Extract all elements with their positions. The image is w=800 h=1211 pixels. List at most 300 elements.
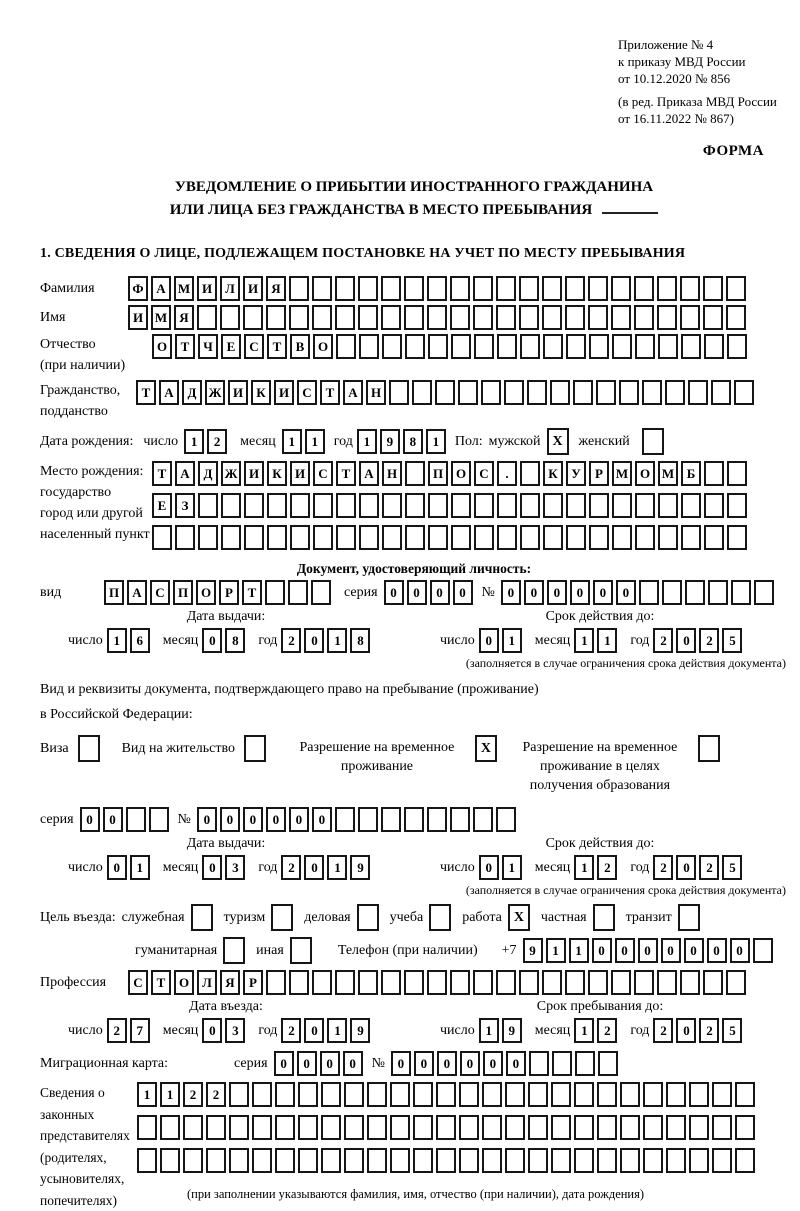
char-box[interactable] (221, 525, 241, 550)
char-box[interactable]: П (104, 580, 124, 605)
char-box[interactable] (459, 1148, 479, 1173)
char-box[interactable]: М (174, 276, 194, 301)
char-box[interactable]: 0 (524, 580, 544, 605)
char-box[interactable] (413, 1082, 433, 1107)
char-box[interactable]: Н (382, 461, 402, 486)
char-box[interactable] (588, 276, 608, 301)
char-box[interactable] (344, 1148, 364, 1173)
char-box[interactable]: Р (589, 461, 609, 486)
char-box[interactable]: 1 (569, 938, 589, 963)
char-box[interactable] (367, 1082, 387, 1107)
char-box[interactable]: С (297, 380, 317, 405)
char-box[interactable] (321, 1115, 341, 1140)
char-box[interactable] (520, 461, 540, 486)
char-box[interactable] (126, 807, 146, 832)
char-box[interactable] (611, 276, 631, 301)
char-box[interactable] (689, 1148, 709, 1173)
char-box[interactable] (635, 525, 655, 550)
char-box[interactable] (643, 1148, 663, 1173)
char-box[interactable] (482, 1115, 502, 1140)
char-box[interactable] (520, 493, 540, 518)
char-box[interactable] (519, 970, 539, 995)
visa-checkbox[interactable] (78, 735, 100, 762)
char-box[interactable]: Ф (128, 276, 148, 301)
char-box[interactable] (542, 305, 562, 330)
char-box[interactable] (335, 970, 355, 995)
char-box[interactable] (381, 276, 401, 301)
char-box[interactable] (597, 1115, 617, 1140)
char-box[interactable] (450, 276, 470, 301)
char-box[interactable] (427, 970, 447, 995)
char-box[interactable] (474, 334, 494, 359)
char-box[interactable]: 0 (220, 807, 240, 832)
char-box[interactable]: П (428, 461, 448, 486)
char-box[interactable]: 0 (343, 1051, 363, 1076)
char-box[interactable] (275, 1148, 295, 1173)
char-box[interactable] (611, 305, 631, 330)
char-box[interactable]: 0 (593, 580, 613, 605)
char-box[interactable] (321, 1148, 341, 1173)
char-box[interactable]: 1 (107, 628, 127, 653)
char-box[interactable]: Я (220, 970, 240, 995)
char-box[interactable] (367, 1115, 387, 1140)
char-box[interactable] (427, 305, 447, 330)
char-box[interactable]: Д (182, 380, 202, 405)
char-box[interactable]: И (228, 380, 248, 405)
char-box[interactable]: 0 (479, 855, 499, 880)
char-box[interactable]: 0 (616, 580, 636, 605)
char-box[interactable]: 2 (597, 1018, 617, 1043)
char-box[interactable] (358, 970, 378, 995)
char-box[interactable]: 8 (350, 628, 370, 653)
char-box[interactable] (496, 305, 516, 330)
char-box[interactable] (436, 1148, 456, 1173)
char-box[interactable]: Т (242, 580, 262, 605)
char-box[interactable] (381, 970, 401, 995)
char-box[interactable]: 1 (502, 855, 522, 880)
char-box[interactable]: 0 (297, 1051, 317, 1076)
char-box[interactable] (289, 305, 309, 330)
char-box[interactable] (336, 334, 356, 359)
char-box[interactable] (712, 1115, 732, 1140)
char-box[interactable] (496, 276, 516, 301)
char-box[interactable]: Е (221, 334, 241, 359)
char-box[interactable] (229, 1148, 249, 1173)
char-box[interactable] (566, 334, 586, 359)
char-box[interactable] (220, 305, 240, 330)
char-box[interactable] (611, 970, 631, 995)
char-box[interactable] (753, 938, 773, 963)
char-box[interactable]: 1 (282, 429, 302, 454)
char-box[interactable]: Л (197, 970, 217, 995)
char-box[interactable] (635, 493, 655, 518)
purpose-business-checkbox[interactable] (357, 904, 379, 931)
purpose-tourism-checkbox[interactable] (271, 904, 293, 931)
char-box[interactable] (473, 807, 493, 832)
char-box[interactable]: 1 (137, 1082, 157, 1107)
char-box[interactable] (704, 525, 724, 550)
char-box[interactable] (206, 1148, 226, 1173)
char-box[interactable] (404, 305, 424, 330)
char-box[interactable] (175, 525, 195, 550)
char-box[interactable]: С (474, 461, 494, 486)
char-box[interactable] (642, 380, 662, 405)
char-box[interactable] (198, 493, 218, 518)
char-box[interactable] (588, 305, 608, 330)
char-box[interactable] (666, 1148, 686, 1173)
char-box[interactable]: Я (266, 276, 286, 301)
char-box[interactable] (206, 1115, 226, 1140)
char-box[interactable]: М (612, 461, 632, 486)
temp-residence-edu-checkbox[interactable] (698, 735, 720, 762)
char-box[interactable]: Р (219, 580, 239, 605)
char-box[interactable] (612, 493, 632, 518)
char-box[interactable] (336, 525, 356, 550)
char-box[interactable]: 1 (426, 429, 446, 454)
char-box[interactable] (450, 970, 470, 995)
char-box[interactable]: 0 (638, 938, 658, 963)
char-box[interactable] (542, 276, 562, 301)
char-box[interactable]: 2 (281, 1018, 301, 1043)
char-box[interactable]: 1 (327, 1018, 347, 1043)
char-box[interactable]: 0 (107, 855, 127, 880)
char-box[interactable] (482, 1148, 502, 1173)
char-box[interactable]: 2 (206, 1082, 226, 1107)
char-box[interactable] (589, 334, 609, 359)
char-box[interactable] (458, 380, 478, 405)
purpose-other-checkbox[interactable] (290, 937, 312, 964)
char-box[interactable] (312, 305, 332, 330)
char-box[interactable] (382, 493, 402, 518)
char-box[interactable]: О (451, 461, 471, 486)
char-box[interactable]: 0 (479, 628, 499, 653)
char-box[interactable]: С (244, 334, 264, 359)
char-box[interactable] (727, 525, 747, 550)
char-box[interactable] (313, 525, 333, 550)
char-box[interactable]: Е (152, 493, 172, 518)
char-box[interactable] (735, 1148, 755, 1173)
char-box[interactable]: 0 (391, 1051, 411, 1076)
char-box[interactable]: 1 (502, 628, 522, 653)
char-box[interactable] (551, 1148, 571, 1173)
char-box[interactable] (312, 970, 332, 995)
char-box[interactable]: 2 (699, 628, 719, 653)
char-box[interactable] (685, 580, 705, 605)
char-box[interactable] (620, 1148, 640, 1173)
char-box[interactable]: Т (267, 334, 287, 359)
char-box[interactable] (657, 305, 677, 330)
char-box[interactable] (404, 970, 424, 995)
char-box[interactable]: М (658, 461, 678, 486)
char-box[interactable] (597, 1082, 617, 1107)
char-box[interactable]: Т (336, 461, 356, 486)
char-box[interactable] (160, 1148, 180, 1173)
char-box[interactable]: 2 (699, 855, 719, 880)
char-box[interactable]: 0 (730, 938, 750, 963)
char-box[interactable] (528, 1115, 548, 1140)
char-box[interactable]: Ч (198, 334, 218, 359)
char-box[interactable]: Т (320, 380, 340, 405)
char-box[interactable]: 0 (570, 580, 590, 605)
char-box[interactable]: А (151, 276, 171, 301)
char-box[interactable] (152, 525, 172, 550)
char-box[interactable] (275, 1115, 295, 1140)
char-box[interactable]: 1 (597, 628, 617, 653)
char-box[interactable] (708, 580, 728, 605)
char-box[interactable]: С (150, 580, 170, 605)
char-box[interactable] (474, 525, 494, 550)
residence-permit-checkbox[interactable] (244, 735, 266, 762)
char-box[interactable] (198, 525, 218, 550)
char-box[interactable] (359, 334, 379, 359)
char-box[interactable] (574, 1115, 594, 1140)
char-box[interactable] (289, 970, 309, 995)
char-box[interactable] (543, 525, 563, 550)
char-box[interactable]: Ж (205, 380, 225, 405)
char-box[interactable] (612, 525, 632, 550)
char-box[interactable]: Я (174, 305, 194, 330)
char-box[interactable] (405, 525, 425, 550)
char-box[interactable] (519, 305, 539, 330)
char-box[interactable] (450, 305, 470, 330)
char-box[interactable] (266, 970, 286, 995)
char-box[interactable]: А (359, 461, 379, 486)
char-box[interactable]: И (128, 305, 148, 330)
char-box[interactable] (550, 380, 570, 405)
char-box[interactable] (574, 1082, 594, 1107)
char-box[interactable] (704, 493, 724, 518)
char-box[interactable]: 0 (289, 807, 309, 832)
char-box[interactable]: С (313, 461, 333, 486)
char-box[interactable] (149, 807, 169, 832)
char-box[interactable] (412, 380, 432, 405)
char-box[interactable] (413, 1115, 433, 1140)
char-box[interactable] (543, 493, 563, 518)
char-box[interactable]: 0 (202, 1018, 222, 1043)
char-box[interactable] (381, 807, 401, 832)
male-checkbox[interactable]: X (547, 428, 569, 455)
char-box[interactable] (689, 1115, 709, 1140)
char-box[interactable]: 1 (546, 938, 566, 963)
char-box[interactable] (727, 334, 747, 359)
char-box[interactable] (313, 493, 333, 518)
char-box[interactable] (735, 1082, 755, 1107)
char-box[interactable] (704, 461, 724, 486)
char-box[interactable] (473, 970, 493, 995)
char-box[interactable] (243, 305, 263, 330)
char-box[interactable]: 1 (357, 429, 377, 454)
char-box[interactable] (459, 1115, 479, 1140)
char-box[interactable] (482, 1082, 502, 1107)
char-box[interactable]: 0 (197, 807, 217, 832)
char-box[interactable] (612, 334, 632, 359)
char-box[interactable]: Ж (221, 461, 241, 486)
char-box[interactable]: 2 (281, 855, 301, 880)
char-box[interactable] (734, 380, 754, 405)
purpose-transit-checkbox[interactable] (678, 904, 700, 931)
char-box[interactable]: И (244, 461, 264, 486)
char-box[interactable]: 9 (502, 1018, 522, 1043)
char-box[interactable] (435, 380, 455, 405)
char-box[interactable]: 1 (574, 628, 594, 653)
char-box[interactable] (634, 970, 654, 995)
char-box[interactable] (565, 970, 585, 995)
char-box[interactable] (244, 493, 264, 518)
char-box[interactable] (335, 305, 355, 330)
char-box[interactable] (335, 807, 355, 832)
char-box[interactable] (566, 493, 586, 518)
char-box[interactable] (520, 334, 540, 359)
char-box[interactable] (183, 1115, 203, 1140)
char-box[interactable]: 0 (202, 855, 222, 880)
char-box[interactable] (229, 1115, 249, 1140)
char-box[interactable]: 2 (653, 855, 673, 880)
char-box[interactable]: У (566, 461, 586, 486)
char-box[interactable]: 5 (722, 855, 742, 880)
char-box[interactable]: 2 (653, 628, 673, 653)
char-box[interactable]: О (152, 334, 172, 359)
char-box[interactable]: 8 (225, 628, 245, 653)
char-box[interactable]: 2 (281, 628, 301, 653)
char-box[interactable] (367, 1148, 387, 1173)
char-box[interactable]: 0 (274, 1051, 294, 1076)
char-box[interactable] (505, 1115, 525, 1140)
char-box[interactable]: 1 (327, 855, 347, 880)
char-box[interactable] (703, 276, 723, 301)
char-box[interactable] (459, 1082, 479, 1107)
char-box[interactable]: 0 (592, 938, 612, 963)
char-box[interactable] (298, 1082, 318, 1107)
char-box[interactable]: 0 (80, 807, 100, 832)
char-box[interactable] (358, 305, 378, 330)
char-box[interactable] (712, 1148, 732, 1173)
char-box[interactable]: 1 (130, 855, 150, 880)
char-box[interactable] (711, 380, 731, 405)
char-box[interactable] (566, 525, 586, 550)
char-box[interactable]: 0 (547, 580, 567, 605)
char-box[interactable] (504, 380, 524, 405)
char-box[interactable]: А (343, 380, 363, 405)
char-box[interactable] (405, 493, 425, 518)
char-box[interactable]: О (196, 580, 216, 605)
char-box[interactable]: 0 (676, 628, 696, 653)
char-box[interactable] (597, 1148, 617, 1173)
char-box[interactable]: 0 (453, 580, 473, 605)
char-box[interactable]: А (159, 380, 179, 405)
char-box[interactable]: 0 (243, 807, 263, 832)
char-box[interactable] (390, 1148, 410, 1173)
char-box[interactable] (390, 1082, 410, 1107)
char-box[interactable] (681, 334, 701, 359)
char-box[interactable] (275, 1082, 295, 1107)
char-box[interactable]: Б (681, 461, 701, 486)
char-box[interactable] (298, 1115, 318, 1140)
char-box[interactable]: 0 (615, 938, 635, 963)
char-box[interactable]: А (175, 461, 195, 486)
char-box[interactable]: 1 (574, 855, 594, 880)
char-box[interactable] (680, 276, 700, 301)
char-box[interactable]: 0 (320, 1051, 340, 1076)
char-box[interactable]: 8 (403, 429, 423, 454)
char-box[interactable] (382, 334, 402, 359)
char-box[interactable] (620, 1082, 640, 1107)
char-box[interactable] (543, 334, 563, 359)
char-box[interactable]: 0 (707, 938, 727, 963)
char-box[interactable] (405, 334, 425, 359)
purpose-private-checkbox[interactable] (593, 904, 615, 931)
char-box[interactable]: 3 (225, 1018, 245, 1043)
purpose-official-checkbox[interactable] (191, 904, 213, 931)
char-box[interactable] (381, 305, 401, 330)
char-box[interactable] (634, 305, 654, 330)
char-box[interactable] (565, 305, 585, 330)
purpose-study-checkbox[interactable] (429, 904, 451, 931)
char-box[interactable] (574, 1148, 594, 1173)
char-box[interactable]: И (274, 380, 294, 405)
char-box[interactable] (658, 334, 678, 359)
char-box[interactable]: С (128, 970, 148, 995)
char-box[interactable] (658, 525, 678, 550)
char-box[interactable]: Т (136, 380, 156, 405)
char-box[interactable]: К (543, 461, 563, 486)
char-box[interactable] (589, 493, 609, 518)
char-box[interactable] (390, 1115, 410, 1140)
char-box[interactable]: 2 (597, 855, 617, 880)
char-box[interactable] (657, 276, 677, 301)
char-box[interactable]: Н (366, 380, 386, 405)
char-box[interactable] (265, 580, 285, 605)
char-box[interactable]: И (290, 461, 310, 486)
char-box[interactable] (731, 580, 751, 605)
char-box[interactable]: 1 (479, 1018, 499, 1043)
char-box[interactable]: Д (198, 461, 218, 486)
char-box[interactable]: 0 (483, 1051, 503, 1076)
char-box[interactable]: Л (220, 276, 240, 301)
char-box[interactable] (497, 525, 517, 550)
char-box[interactable]: 9 (350, 855, 370, 880)
char-box[interactable] (519, 276, 539, 301)
char-box[interactable] (344, 1115, 364, 1140)
char-box[interactable] (527, 380, 547, 405)
char-box[interactable]: 0 (460, 1051, 480, 1076)
char-box[interactable] (689, 1082, 709, 1107)
char-box[interactable] (183, 1148, 203, 1173)
char-box[interactable]: 7 (130, 1018, 150, 1043)
char-box[interactable] (727, 461, 747, 486)
char-box[interactable] (497, 334, 517, 359)
char-box[interactable] (635, 334, 655, 359)
char-box[interactable] (336, 493, 356, 518)
char-box[interactable] (505, 1148, 525, 1173)
char-box[interactable] (552, 1051, 572, 1076)
char-box[interactable]: 2 (699, 1018, 719, 1043)
char-box[interactable] (229, 1082, 249, 1107)
char-box[interactable] (252, 1082, 272, 1107)
char-box[interactable] (427, 276, 447, 301)
char-box[interactable] (528, 1148, 548, 1173)
char-box[interactable]: З (175, 493, 195, 518)
char-box[interactable]: 1 (160, 1082, 180, 1107)
char-box[interactable] (520, 525, 540, 550)
char-box[interactable] (681, 493, 701, 518)
char-box[interactable] (267, 525, 287, 550)
char-box[interactable]: В (290, 334, 310, 359)
char-box[interactable] (726, 276, 746, 301)
char-box[interactable] (137, 1148, 157, 1173)
char-box[interactable]: . (497, 461, 517, 486)
char-box[interactable]: 5 (722, 628, 742, 653)
char-box[interactable]: 0 (384, 580, 404, 605)
